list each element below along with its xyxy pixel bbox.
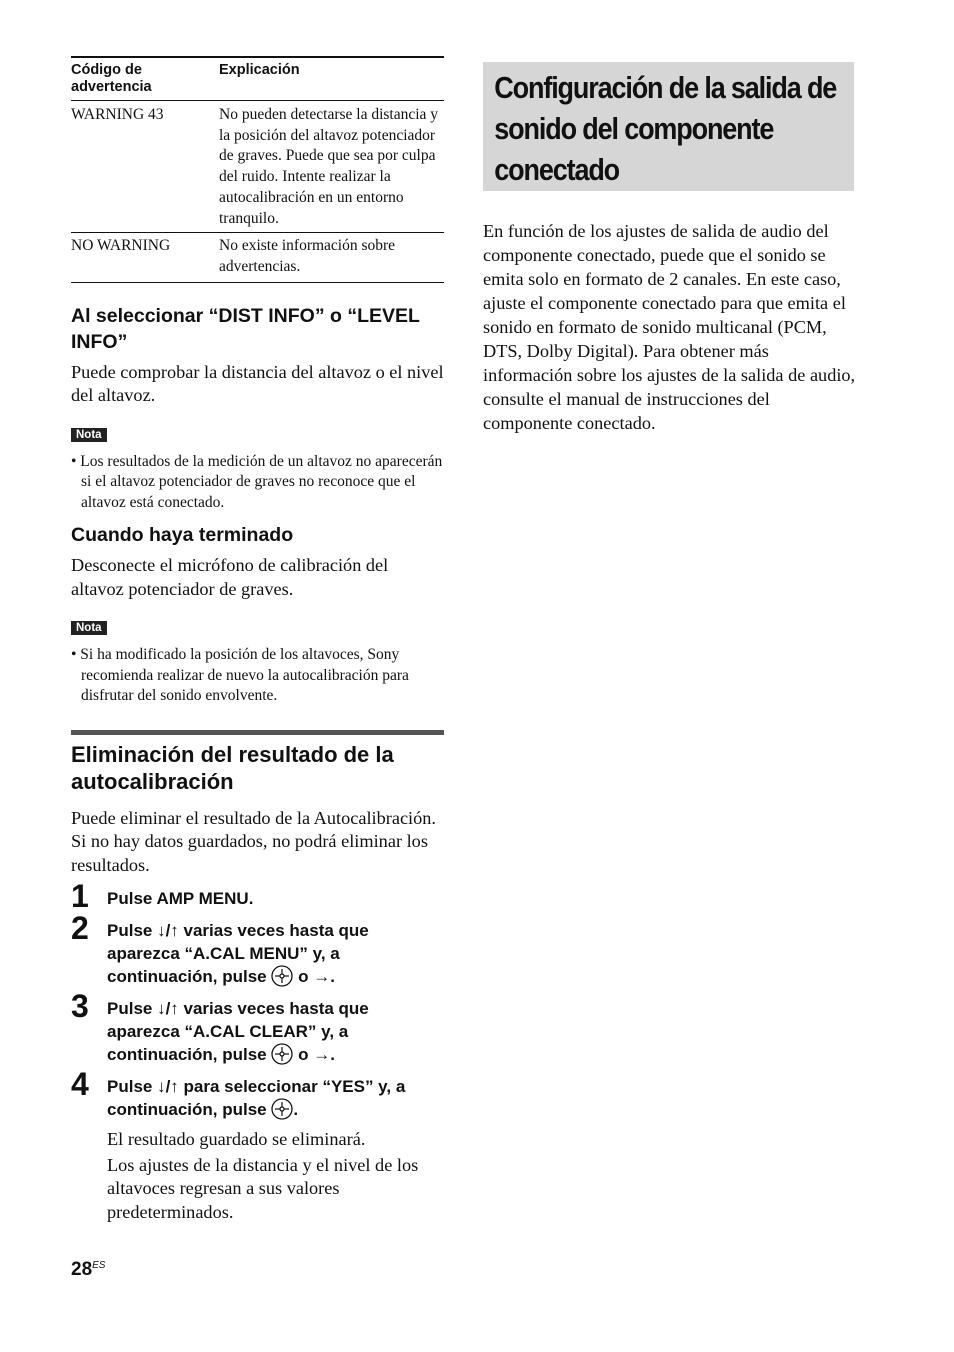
- step-result: El resultado guardado se eliminará.: [107, 1129, 366, 1150]
- note-badge: Nota: [71, 428, 107, 442]
- warning-explanation: No existe información sobre advertencias.: [219, 237, 396, 275]
- step-number: 2: [71, 910, 89, 947]
- step-3: [71, 988, 444, 1066]
- right-body-text: En función de los ajustes de salida de audio del componente conectado, puede que el sonido se emita solo en formato de 2 canales. En este caso, ajuste el componente conectado para que emita el sonido en formato de sonido multicanal (PCM, DTS, Dolby Digital). Para obtener más información sobre los ajustes de la salida de audio, consulte el manual de instrucciones del componente conectado.: [483, 221, 856, 433]
- page-number-value: 28: [71, 1259, 93, 1280]
- step-text-end: o →.: [298, 967, 335, 987]
- step-number: 1: [71, 878, 89, 915]
- note-text: • Los resultados de la medición de un altavoz no aparecerán si el altavoz potenciador de graves no reconoce que el altavoz está conectado.: [71, 452, 443, 511]
- warning-table: [71, 56, 444, 283]
- step-text-end: .: [293, 1100, 299, 1120]
- note-badge: Nota: [71, 621, 107, 635]
- step-text: Pulse ↓/↑ varias veces hasta que aparezca “A.CAL MENU” y, a continuación, pulse: [107, 921, 369, 987]
- table-row: [71, 233, 444, 282]
- step-text: Pulse ↓/↑ varias veces hasta que aparezca “A.CAL CLEAR” y, a continuación, pulse: [107, 999, 369, 1065]
- step-number: 4: [71, 1066, 89, 1103]
- left-column: [71, 56, 444, 1224]
- step-2: [71, 910, 444, 988]
- step-text: Pulse ↓/↑ para seleccionar “YES” y, a continuación, pulse: [107, 1077, 406, 1120]
- warning-explanation: No pueden detectarse la distancia y la posición del altavoz potenciador de graves. Puede que sea por culpa del ruido. Intente realizar la autocalibración en un entorno tranquilo.: [219, 101, 444, 233]
- section-divider: [71, 730, 444, 735]
- column-header-code: Código de advertencia: [71, 57, 219, 101]
- step-result: Los ajustes de la distancia y el nivel de los altavoces regresan a sus valores predeterminados.: [107, 1154, 419, 1222]
- step-text-end: o →.: [298, 1045, 335, 1065]
- section-heading: Eliminación del resultado de la autocalibración: [71, 741, 394, 794]
- note-text: • Si ha modificado la posición de los altavoces, Sony recomienda realizar de nuevo la autocalibración para disfrutar del sonido envolvente.: [71, 646, 409, 705]
- page-language-suffix: ES: [92, 1260, 106, 1271]
- enter-button-icon: [271, 965, 293, 987]
- step-text: Pulse AMP MENU.: [107, 889, 254, 909]
- warning-code: WARNING 43: [71, 101, 219, 233]
- step-1: [71, 878, 444, 915]
- warning-code: NO WARNING: [71, 237, 171, 255]
- enter-button-icon: [271, 1098, 293, 1120]
- table-header-row: [71, 57, 444, 101]
- step-number: 3: [71, 988, 89, 1025]
- step-4: [71, 1066, 444, 1121]
- dist-info-heading: Al seleccionar “DIST INFO” o “LEVEL INFO”: [71, 304, 420, 353]
- dist-info-text: Puede comprobar la distancia del altavoz o el nivel del altavoz.: [71, 361, 444, 406]
- finished-text: Desconecte el micrófono de calibración del altavoz potenciador de graves.: [71, 555, 389, 599]
- elimination-intro: Puede eliminar el resultado de la Autocalibración. Si no hay datos guardados, no podrá eliminar los resultados.: [71, 807, 436, 875]
- chapter-title-box: [483, 62, 854, 191]
- chapter-title: Configuración de la salida de sonido del componente conectado: [494, 70, 837, 187]
- table-row: [71, 101, 444, 233]
- enter-button-icon: [271, 1043, 293, 1065]
- finished-heading: Cuando haya terminado: [71, 524, 294, 547]
- page-number: [71, 1259, 105, 1281]
- column-header-explanation: Explicación: [219, 57, 444, 101]
